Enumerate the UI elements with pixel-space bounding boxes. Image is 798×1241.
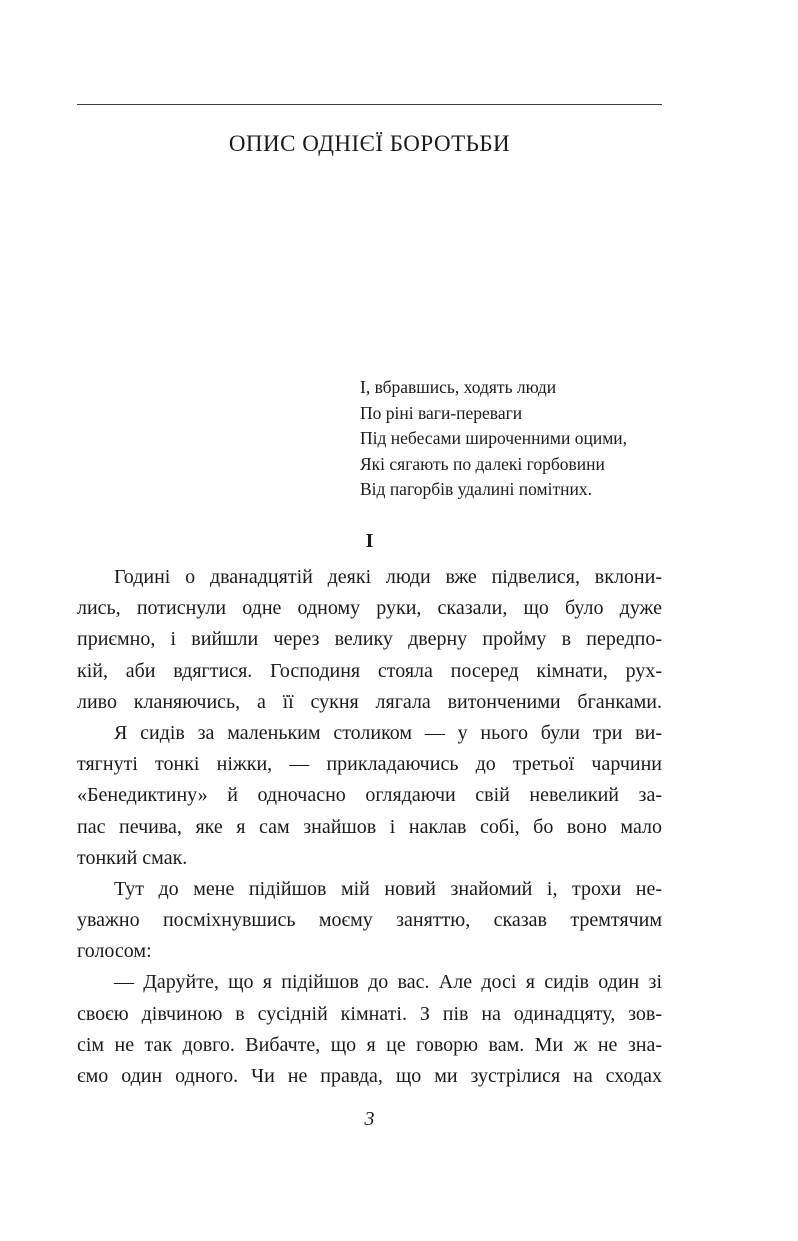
- text-line: голосом:: [77, 940, 152, 963]
- epigraph-line: Які сягають по далекі горбовини: [360, 453, 605, 474]
- text-line: — Даруйте, що я підійшов до вас. Але досі я сидів один зі: [114, 971, 662, 994]
- text-line: уважно посміхнувшись моєму заняттю, сказав тремтячим: [77, 909, 662, 932]
- page-title: ОПИС ОДНІЄЇ БОРОТЬБИ: [228, 131, 511, 156]
- text-line: ливо кланяючись, а її сукня лягала витонченими бганками.: [77, 690, 662, 713]
- text-line: кій, аби вдягтися. Господиня стояла посеред кімнати, рух-: [77, 659, 662, 682]
- text-line: Я сидів за маленьким столиком — у нього були три ви-: [114, 721, 662, 744]
- text-line: тягнуті тонкі ніжки, — прикладаючись до третьої чарчини: [77, 753, 662, 776]
- text-line: сім не так довго. Вибачте, що я це говорю вам. Ми ж не зна-: [77, 1033, 662, 1056]
- chapter-number: I: [365, 530, 374, 552]
- text-line: своєю дівчиною в сусідній кімнаті. З пів на одинадцяту, зов-: [77, 1002, 662, 1025]
- text-line: тонкий смак.: [77, 846, 188, 869]
- header-rule: [77, 104, 662, 105]
- epigraph-line: По ріні ваги-переваги: [360, 402, 523, 423]
- epigraph-line: Під небесами широченними оцими,: [360, 428, 628, 448]
- text-line: Тут до мене підійшов мій новий знайомий і, трохи не-: [114, 877, 662, 900]
- epigraph: [360, 375, 670, 503]
- text-line: Годині о дванадцятій деякі люди вже підвелися, вклони-: [114, 566, 662, 588]
- text-line: лись, потиснули одне одному руки, сказали, що було дуже: [77, 597, 662, 620]
- text-line: «Бенедиктину» й одночасно оглядаючи свій невеликий за-: [77, 784, 662, 807]
- text-line: ємо один одного. Чи не правда, що ми зустрілися на сходах: [77, 1065, 662, 1087]
- body-text: [77, 562, 662, 1092]
- text-line: пас печива, яке я сам знайшов і наклав собі, бо воно мало: [77, 815, 662, 838]
- epigraph-line: Від пагорбів удалині помітних.: [360, 479, 592, 499]
- epigraph-line: І, вбравшись, ходять люди: [360, 377, 557, 397]
- page-number: 3: [364, 1108, 375, 1130]
- text-line: приємно, і вийшли через велику дверну пройму в передпо-: [77, 628, 662, 651]
